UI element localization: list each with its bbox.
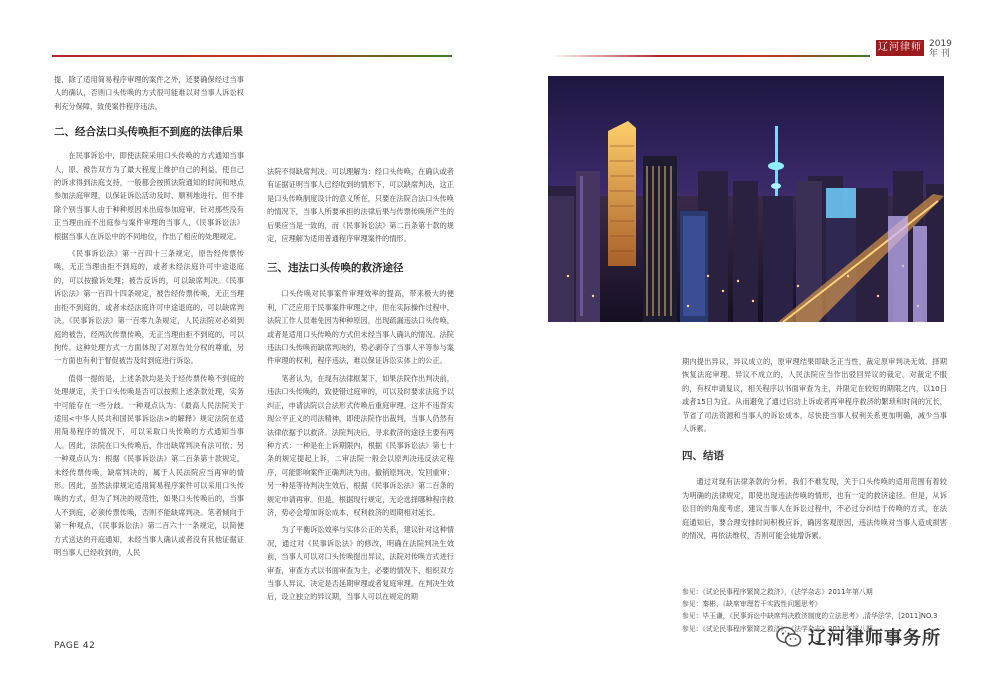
column-3 [682,355,947,542]
page-number: PAGE 42 [54,641,96,651]
paragraph: 值得一提的是，上述条款均是关于经传票传唤不到庭的处理规定，关于口头传唤是否可以按照上述条款处理，实务中可能存在一些分歧。一种观点认为：《最高人民法院关于适用<中华人民共和国民事诉讼法>的解释》规定法院在适用简易程序的情况下，可以采取口头传唤的方式通知当事人。因此，法院在口头传唤后，作出缺席判决有法可依；另一种观点认为：根据《民事诉讼法》第二百条第十款规定，未经传票传唤，缺席判决的，属于人民法院应当再审的情形。因此，虽然法律规定适用简易程序案件可以采用口头传唤的方式，但为了判决的规范性，如果口头传唤后的，当事人不到庭，必须传票传唤，否则不能缺席判决。笔者倾向于第一种观点，《民事诉讼法》第二百六十一条规定，以简便方式送达的开庭通知，未经当事人确认或者没有其他证据证明当事人已经收到的，人民 [54,373,244,557]
magazine-logo: 辽河律师 [876,40,924,56]
paragraph: 法院不得缺席判决。可以理解为：经口头传唤，在确认或者有证据证明当事人已经收到的情形下，可以缺席判决，这正是口头传唤制度设计的意义所在，只要在法院合法口头传唤的情况下，当事人所要承担的法律后果与传票传唤所产生的后果应当是一致的，而《民事诉讼法》第二百条第十款的规定，应理解为适用普通程序审理案件的情形。 [267,167,454,244]
paragraph: 《民事诉讼法》第一百四十三条规定，原告经传票传唤，无正当理由拒不到庭的，或者未经法庭许可中途退庭的，可以按撤诉处理；被告反诉的，可以缺席判决。《民事诉讼法》第一百四十四条规定，被告经传票传唤，无正当理由拒不到庭的，或者未经法庭许可中途退庭的，可以缺席判决。《民事诉讼法》第一百零九条规定，人民法院对必须到庭的被告，经两次传票传唤，无正当理由拒不到庭的，可以拘传。这种处理方式一方面体现了对原告处分权的尊重，另一方面也有利于督促被告及时到庭进行诉讼。 [54,249,244,366]
paragraph: 期内提出异议，异议成立的，原审理结果即缺乏正当性，裁定原审判决无效、择期恢复法庭审理。异议不成立的，人民法院应当作出驳回异议的裁定。对裁定不服的，有权申请复议，相关程序以书面审查为主，并限定在较短的期限之内，以10日或者15日为宜。从而避免了通过启动上诉或者再审程序救济的繁琐和时间的冗长，节省了司法资源和当事人的诉讼成本，尽快使当事人权利关系更加明确，减少当事人诉累。 [682,357,947,434]
header-rule-left [52,55,452,57]
reference-item: 参见：秦彬，《缺席审理若干实践性问题思考》 [682,600,822,609]
year-number: 2019 [929,39,952,49]
year-label: 年 刊 [929,49,950,59]
reference-item: 参见：毕玉谦，《民事诉讼中缺席判决救济制度的立法思考》,清华法学，[2011]NO.3 [682,612,938,621]
paragraph: 通过对现有法律条款的分析，我们不难发现，关于口头传唤的适用范围有着较为明确的法律规定，即使出现违法传唤的情形，也有一定的救济途径。但是，从诉讼目的的角度考虑，建议当事人在诉讼过程中，不必过分纠结于传唤的方式，在法庭通知后，要合理安排时间积极应诉，确因客观原因，违法传唤对当事人造成损害的情况，再依法维权，否则可能会徒增诉累。 [682,477,947,541]
reference-item: 参见：《试论民事程序繁简之救济》，《法学杂志》2011年第八期 [682,624,873,633]
issue-year [929,39,952,59]
header-rule-right [548,55,870,57]
paragraph: 笔者认为，在现有法律框架下，如果法院作出判决前，违法口头传唤的，致使错过庭审的，可以及时要求法庭予以纠正，申请法院以合法形式传唤后重庭审理。这并不违背实现公平正义的司法精神，即使法院作出裁判，当事人仍然有法律依据予以救济。法院判决后，寻求救济的途径主要有两种方式：一种是在上诉期限内，根据《民事诉讼法》第七十条的规定提起上诉，二审法院一般会以原判决违反法定程序，可能影响案件正确判决为由，撤销原判决，发回重审；另一种是等待判决生效后，根据《民事诉讼法》第二百条的规定申请再审。但是，根据现行规定，无论选择哪种程序救济，势必会增加诉讼成本，权利救济的周期相对延长。 [267,373,454,517]
city-night-photo [548,76,944,322]
watermark-text: 辽河律师事务所 [808,628,941,649]
paragraph: 为了平衡诉讼效率与实体公正的关系，建议针对这种情况，通过对《民事诉讼法》的修改，明确在法院判决生效前，当事人可以对口头传唤提出异议，法院对传唤方式进行审查，审查方式以书面审查为主，必要的情况下，组织双方当事人异议、决定是否延期审理或者复庭审理。在判决生效后，设立独立的异议期，当事人可以在规定的期 [267,525,454,602]
section-heading-2: 二、经合法口头传唤拒不到庭的法律后果 [54,126,243,139]
reference-item: 参见：《试论民事程序繁简之救济》，《法学杂志》2011年第八期 [682,588,873,596]
column-1 [54,73,244,559]
section-heading-3: 三、违法口头传唤的救济途径 [267,262,404,275]
paragraph: 口头传唤对民事案件审理效率的提高，带来极大的便利，广泛应用于民事案件审理之中，但在实际操作过程中，法院工作人员难免因为种种原因，出现疏漏违法口头传唤，或者是适用口头传唤的方式但未经当事人确认的情况。法院违法口头传唤而缺席判决的，势必剥夺了当事人平等参与案件审理的权利，程序违法，难以保证诉讼实体上的公正。 [267,289,454,366]
paragraph: 在民事诉讼中，即使法院采用口头传唤的方式通知当事人，原、被告双方为了最大程度上维护自己的利益，使自己的诉求得到法庭支持，一般都会按照法院通知的时间和地点参加法庭审理，以保证诉讼活动及时、顺利地进行。但不排除个别当事人由于种种原因未出庭参加庭审，针对那些没有正当理由而不出庭参与案件审理的当事人，《民事诉讼法》根据当事人在诉讼中的不同地位，作出了相应的处理规定。 [54,151,244,241]
wechat-icon [776,626,802,648]
watermark [776,622,941,652]
intro-paragraph: 提，除了适用简易程序审理的案件之外，还要确保经过当事人的确认，否则口头传唤的方式很可能难以对当事人诉讼权利充分保障，致使案件程序违法。 [54,75,244,111]
column-2 [267,165,454,604]
section-heading-4: 四、结语 [682,450,724,463]
